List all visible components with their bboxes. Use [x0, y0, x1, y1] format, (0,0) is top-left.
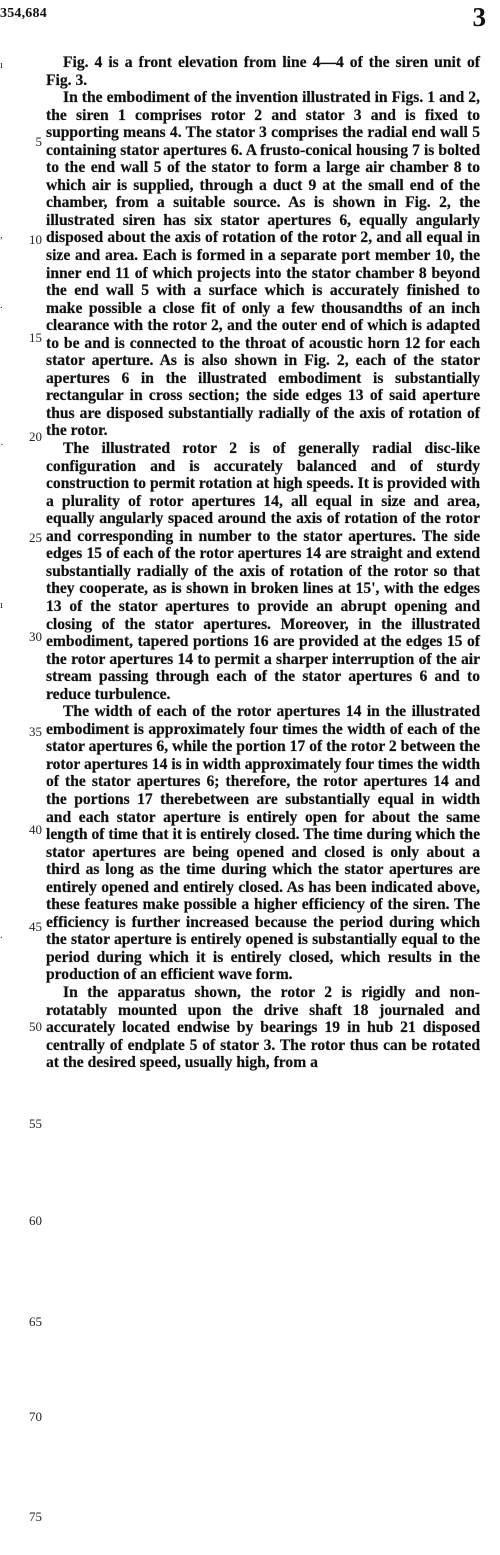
edge-fragment: ı	[0, 599, 4, 611]
edge-fragment: .	[0, 299, 3, 311]
line-number: 70	[29, 1409, 42, 1424]
line-number: 50	[29, 1019, 42, 1034]
paragraph: The illustrated rotor 2 is of generally radial disc-like configuration and is accurately balanced and of sturdy construction to permit rotation at high speeds. It is provided with a plurality of rotor apertures 14, all equal in size and area, equally angularly spaced around the axis of rotation of the rotor and corresponding in number to the stator apertures. The side edges 15 of each of the rotor apertures 14 are straight and extend substantially radially of the axis of rotation of the rotor so that they cooperate, as is shown in broken lines at 15', with the edges 13 of the stator apertures to provide an abrupt opening and closing of the stator apertures. Moreover, in the illustrated embodiment, tapered portions 16 are provided at the edges 15 of the rotor apertures 14 to permit a sharper interruption of the air stream passing through each of the stator apertures 6 and to reduce turbulence.	[46, 440, 480, 703]
paragraph: Fig. 4 is a front elevation from line 4—4 of the siren unit of Fig. 3.	[46, 54, 480, 89]
edge-fragment: ı	[0, 59, 4, 71]
line-number: 40	[29, 822, 42, 837]
line-number: 20	[29, 429, 42, 444]
line-number: 25	[29, 530, 42, 545]
page-number: 3	[472, 2, 486, 32]
line-number: 45	[29, 919, 42, 934]
body-text	[46, 54, 480, 1072]
edge-fragment: .	[0, 929, 3, 941]
line-number: 75	[29, 1509, 42, 1524]
paragraph: In the embodiment of the invention illustrated in Figs. 1 and 2, the siren 1 comprises rotor 2 and stator 3 and is fixed to supporting means 4. The stator 3 comprises the radial end wall 5 containing stator apertures 6. A frusto-conical housing 7 is bolted to the end wall 5 of the stator to form a large air chamber 8 to which air is supplied, through a duct 9 at the small end of the chamber, from a suitable source. As is shown in Fig. 2, the illustrated siren has six stator apertures 6, equally angularly disposed about the axis of rotation of the rotor 2, and all equal in size and area. Each is formed in a separate port member 10, the inner end 11 of which projects into the stator chamber 8 beyond the end wall 5 with a surface which is accurately finished to make possible a close fit of only a few thousandths of an inch clearance with the rotor 2, and the outer end of which is adapted to be and is connected to the throat of acoustic horn 12 for each stator aperture. As is also shown in Fig. 2, each of the stator apertures 6 in the illustrated embodiment is substantially rectangular in cross section; the side edges 13 of said aperture thus are disposed substantially radially of the axis of rotation of the rotor.	[46, 89, 480, 440]
line-number: 30	[29, 629, 42, 644]
line-number: 10	[29, 232, 42, 247]
paragraph: In the apparatus shown, the rotor 2 is rigidly and non-rotatably mounted upon the drive shaft 18 journaled and accurately located endwise by bearings 19 in hub 21 disposed centrally of endplate 5 of stator 3. The rotor thus can be rotated at the desired speed, usually high, from a	[46, 983, 480, 1072]
edge-fragment: ·	[0, 439, 4, 451]
patent-number: 354,684	[0, 6, 47, 21]
line-number: 5	[35, 134, 42, 149]
edge-fragment: ,	[0, 229, 3, 241]
line-number: 35	[29, 724, 42, 739]
line-number: 60	[29, 1213, 42, 1228]
line-number: 55	[29, 1116, 42, 1131]
paragraph: The width of each of the rotor apertures 14 in the illustrated embodiment is approximately four times the width of each of the stator apertures 6, while the portion 17 of the rotor 2 between the rotor apertures 14 is in width approximately four times the width of the stator apertures 6; therefore, the rotor apertures 14 and the portions 17 therebetween are substantially equal in width and each stator aperture is entirely open for about the same length of time that it is entirely closed. The time during which the stator apertures are being opened and closed is only about a third as long as the time during which the stator apertures are entirely opened and entirely closed. As has been indicated above, these features make possible a higher efficiency of the siren. The efficiency is further increased because the period during which the stator aperture is entirely opened is substantially equal to the period during which it is entirely closed, which results in the production of an efficient wave form.	[46, 703, 480, 984]
left-edge-fragments	[0, 0, 16, 1555]
line-number: 15	[29, 330, 42, 345]
line-number: 65	[29, 1314, 42, 1329]
